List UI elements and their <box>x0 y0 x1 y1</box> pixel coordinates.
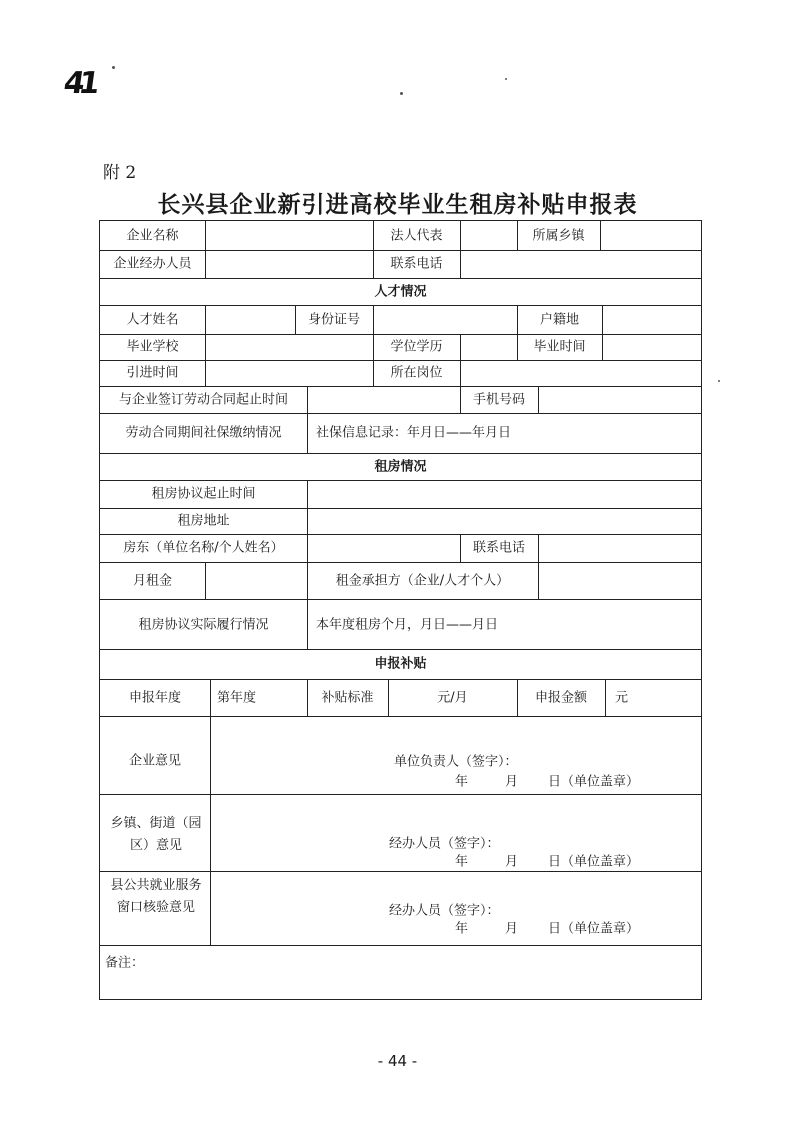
school-label: 毕业学校 <box>126 339 179 355</box>
handwritten-mark: 41 <box>61 66 97 101</box>
contact-phone-label: 联系电话 <box>390 256 443 272</box>
apply-year-value: 第年度 <box>217 690 257 706</box>
scan-speck <box>400 92 403 95</box>
rent-payer-label: 租金承担方（企业/人才个人） <box>335 573 510 589</box>
scan-speck <box>505 78 507 80</box>
legal-rep-label: 法人代表 <box>390 228 443 244</box>
monthly-rent-label: 月租金 <box>132 573 172 589</box>
subsidy-standard-unit: 元/月 <box>437 690 468 706</box>
subsidy-section-title: 申报补贴 <box>374 656 427 672</box>
date-year: 年 <box>455 774 469 790</box>
date-day-seal: 日（单位盖章） <box>548 921 640 937</box>
lease-period-label: 租房协议起止时间 <box>151 486 256 502</box>
id-number-label: 身份证号 <box>307 312 360 328</box>
lease-performance-label: 租房协议实际履行情况 <box>138 617 269 633</box>
date-month: 月 <box>505 774 519 790</box>
application-form-table <box>99 220 702 1000</box>
company-name-label: 企业名称 <box>126 228 179 244</box>
scan-speck <box>112 66 115 69</box>
company-opinion-label: 企业意见 <box>128 753 181 769</box>
county-opinion-label: 县公共就业服务窗口核验意见 <box>110 878 202 915</box>
county-sign-label: 经办人员（签字）： <box>389 903 500 919</box>
date-year: 年 <box>455 921 469 937</box>
talent-name-label: 人才姓名 <box>126 312 179 328</box>
apply-year-label: 申报年度 <box>128 690 181 706</box>
landlord-phone-label: 联系电话 <box>472 540 525 556</box>
date-day-seal: 日（单位盖章） <box>548 774 640 790</box>
lease-performance-value: 本年度租房个月，月日——月日 <box>316 617 499 633</box>
mobile-label: 手机号码 <box>472 392 525 408</box>
town-sign-label: 经办人员（签字）： <box>389 836 500 852</box>
date-month: 月 <box>505 921 519 937</box>
page-title: 长兴县企业新引进高校毕业生租房补贴申报表 <box>157 192 638 218</box>
date-month: 月 <box>505 854 519 870</box>
remarks-label: 备注： <box>105 955 145 971</box>
social-security-value: 社保信息记录：年月日——年月日 <box>316 425 512 441</box>
landlord-label: 房东（单位名称/个人姓名） <box>123 540 284 556</box>
apply-amount-unit: 元 <box>615 690 629 706</box>
subsidy-standard-label: 补贴标准 <box>321 690 374 706</box>
date-year: 年 <box>455 854 469 870</box>
company-handler-label: 企业经办人员 <box>113 256 192 272</box>
company-sign-label: 单位负责人（签字）： <box>394 754 518 770</box>
grad-time-label: 毕业时间 <box>533 339 586 355</box>
rental-address-label: 租房地址 <box>177 513 230 529</box>
attachment-label: 附 2 <box>103 163 137 183</box>
contract-period-label: 与企业签订劳动合同起止时间 <box>118 392 288 408</box>
social-security-label: 劳动合同期间社保缴纳情况 <box>125 425 282 441</box>
intro-time-label: 引进时间 <box>126 365 179 381</box>
page-number: - 44 - <box>377 1052 418 1070</box>
town-label: 所属乡镇 <box>532 228 585 244</box>
scan-speck <box>718 380 720 382</box>
apply-amount-label: 申报金额 <box>534 690 587 706</box>
town-opinion-label: 乡镇、街道（园区）意见 <box>110 816 202 853</box>
rental-section-title: 租房情况 <box>374 459 427 475</box>
date-day-seal: 日（单位盖章） <box>548 854 640 870</box>
household-label: 户籍地 <box>539 312 579 328</box>
talent-section-title: 人才情况 <box>374 284 427 300</box>
position-label: 所在岗位 <box>390 365 443 381</box>
degree-label: 学位学历 <box>390 339 443 355</box>
